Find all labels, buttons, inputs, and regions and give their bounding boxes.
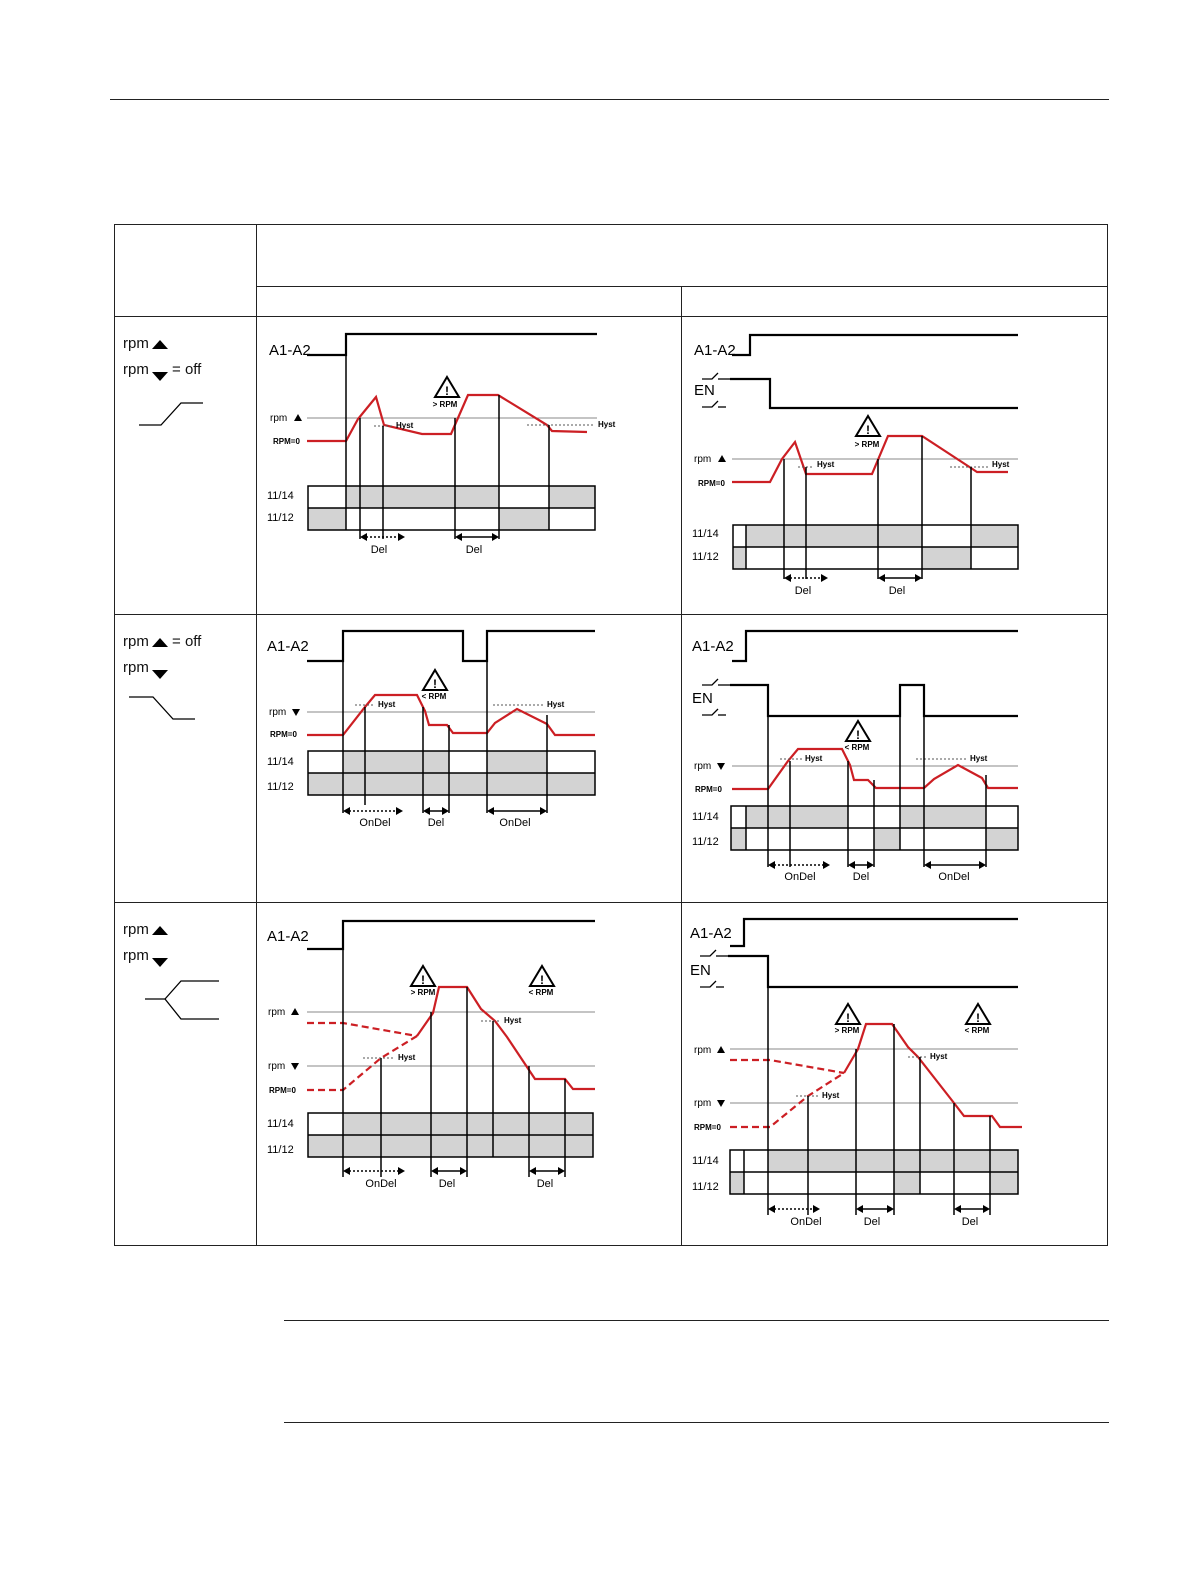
timer-label-2: Del: [888, 585, 906, 597]
supply-label: A1-A2: [692, 638, 734, 655]
timer-label-3: Del: [536, 1178, 554, 1190]
header-cell-left: [257, 287, 682, 317]
footer-rule-top: [284, 1320, 1109, 1321]
warning-icon: [423, 670, 447, 691]
hyst-label-2: Hyst: [504, 1016, 522, 1025]
mode-1-line-1: rpm: [123, 335, 168, 352]
svg-text:!: !: [445, 384, 449, 398]
mode-3-line-2: rpm: [123, 947, 168, 964]
warning-icon: [435, 377, 459, 398]
down-arrow-icon: [717, 1100, 725, 1107]
supply-label: A1-A2: [269, 342, 311, 359]
mode-cell-2: [115, 615, 257, 903]
warning-label: < RPM: [844, 743, 870, 752]
svg-text:!: !: [856, 728, 860, 742]
svg-text:!: !: [433, 677, 437, 691]
threshold-label-down: rpm: [694, 1098, 712, 1109]
timer-label-2: Del: [863, 1216, 881, 1228]
supply-label: A1-A2: [267, 638, 309, 655]
timing-svg-1-left: [257, 317, 681, 609]
threshold-label: rpm: [270, 413, 288, 424]
zero-label: RPM=0: [273, 437, 300, 446]
warning-icon: [836, 1004, 860, 1025]
up-arrow-icon: [718, 455, 726, 462]
timing-diagram-2-left: [257, 615, 682, 903]
warning-label: > RPM: [854, 440, 880, 449]
threshold-label-down: rpm: [268, 1061, 286, 1072]
header-cell-span: [257, 225, 1108, 287]
timer-label-1: OnDel: [790, 1216, 822, 1228]
timer-label-2: Del: [465, 544, 483, 556]
relay-1112-label: 11/12: [692, 551, 719, 563]
relay-1114-label: 11/14: [267, 1118, 294, 1130]
down-arrow-icon: [291, 1063, 299, 1070]
threshold-label-up: rpm: [694, 1045, 712, 1056]
mode-2-line-2: rpm: [123, 659, 168, 676]
relay-1112-label: 11/12: [267, 1144, 294, 1156]
timing-svg-3-right: [682, 903, 1107, 1240]
up-arrow-icon: [717, 1046, 725, 1053]
zero-label: RPM=0: [694, 1123, 721, 1132]
hyst-label-2: Hyst: [992, 460, 1010, 469]
relay-1114-label: 11/14: [267, 756, 294, 768]
timing-diagram-1-left: [257, 317, 682, 615]
supply-label: A1-A2: [690, 925, 732, 942]
hyst-label-2: Hyst: [598, 420, 616, 429]
hyst-label: Hyst: [396, 421, 414, 430]
header-rule: [110, 99, 1109, 100]
relay-1112-label: 11/12: [267, 512, 294, 524]
diagram-table: [114, 224, 1108, 1246]
hyst-label-2: Hyst: [970, 754, 988, 763]
timer-label-2: Del: [427, 817, 445, 829]
warning-icon: [411, 966, 435, 987]
hyst-label: Hyst: [817, 460, 835, 469]
enable-label: EN: [694, 382, 715, 399]
falling-edge-symbol: [115, 685, 255, 745]
timing-diagram-3-right: [682, 903, 1108, 1246]
rising-edge-symbol: [115, 389, 255, 449]
warning-label: > RPM: [410, 988, 436, 997]
timing-svg-2-left: [257, 615, 681, 897]
svg-text:!: !: [846, 1011, 850, 1025]
timer-label-2: Del: [438, 1178, 456, 1190]
timing-svg-2-right: [682, 615, 1107, 897]
warning-label-2: < RPM: [528, 988, 554, 997]
enable-label: EN: [690, 962, 711, 979]
svg-text:!: !: [976, 1011, 980, 1025]
timer-label-1: Del: [370, 544, 388, 556]
threshold-label: rpm: [694, 761, 712, 772]
hyst-label: Hyst: [398, 1053, 416, 1062]
timing-diagram-2-right: [682, 615, 1108, 903]
header-cell-empty: [115, 225, 257, 317]
timer-label-1: OnDel: [784, 871, 816, 883]
warning-label: < RPM: [421, 692, 447, 701]
warning-icon-2: [966, 1004, 990, 1025]
timing-diagram-3-left: [257, 903, 682, 1246]
relay-1112-label: 11/12: [267, 781, 294, 793]
down-arrow-icon: [717, 763, 725, 770]
relay-1112-label: 11/12: [692, 1181, 719, 1193]
timer-label-3: OnDel: [938, 871, 970, 883]
timer-label-1: Del: [794, 585, 812, 597]
threshold-label: rpm: [694, 454, 712, 465]
timer-label-1: OnDel: [359, 817, 391, 829]
supply-label: A1-A2: [267, 928, 309, 945]
zero-label: RPM=0: [698, 479, 725, 488]
enable-label: EN: [692, 690, 713, 707]
warning-icon-2: [530, 966, 554, 987]
timing-svg-1-right: [682, 317, 1107, 609]
timer-label-3: Del: [961, 1216, 979, 1228]
mode-3-line-1: rpm: [123, 921, 168, 938]
warning-icon: [846, 721, 870, 742]
hyst-label: Hyst: [378, 700, 396, 709]
svg-text:!: !: [421, 973, 425, 987]
warning-icon: [856, 416, 880, 437]
up-arrow-icon: [294, 414, 302, 421]
threshold-label-up: rpm: [268, 1007, 286, 1018]
supply-label: A1-A2: [694, 342, 736, 359]
zero-label: RPM=0: [270, 730, 297, 739]
warning-label-2: < RPM: [964, 1026, 990, 1035]
header-cell-right: [682, 287, 1108, 317]
timer-label-3: OnDel: [499, 817, 531, 829]
footer-rule-bottom: [284, 1422, 1109, 1423]
svg-text:!: !: [866, 423, 870, 437]
timer-label-1: OnDel: [365, 1178, 397, 1190]
relay-1114-label: 11/14: [692, 528, 719, 540]
mode-1-line-2: rpm = off: [123, 361, 201, 378]
down-arrow-icon: [292, 709, 300, 716]
svg-text:!: !: [540, 973, 544, 987]
hyst-label: Hyst: [805, 754, 823, 763]
threshold-label: rpm: [269, 707, 287, 718]
mode-cell-3: [115, 903, 257, 1246]
mode-2-line-1: rpm = off: [123, 633, 202, 650]
hyst-label: Hyst: [822, 1091, 840, 1100]
timing-diagram-1-right: [682, 317, 1108, 615]
mode-cell-1: [115, 317, 257, 615]
relay-1112-label: 11/12: [692, 836, 719, 848]
warning-label: > RPM: [432, 400, 458, 409]
warning-label: > RPM: [834, 1026, 860, 1035]
timing-svg-3-left: [257, 903, 681, 1240]
relay-1114-label: 11/14: [692, 811, 719, 823]
hyst-label-2: Hyst: [930, 1052, 948, 1061]
zero-label: RPM=0: [269, 1086, 296, 1095]
zero-label: RPM=0: [695, 785, 722, 794]
up-arrow-icon: [291, 1008, 299, 1015]
timer-label-2: Del: [852, 871, 870, 883]
hyst-label-2: Hyst: [547, 700, 565, 709]
relay-1114-label: 11/14: [692, 1155, 719, 1167]
window-symbol: [115, 973, 255, 1033]
relay-1114-label: 11/14: [267, 490, 294, 502]
